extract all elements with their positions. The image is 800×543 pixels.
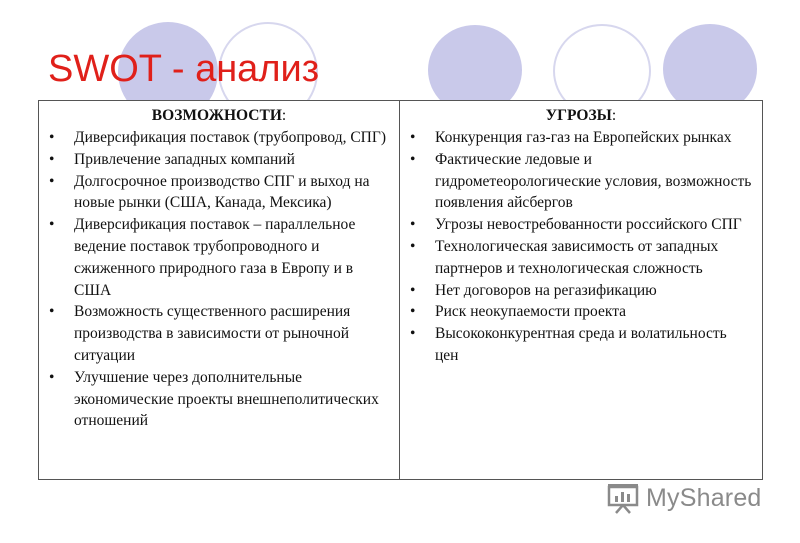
list-item: • Фактические ледовые и гидрометеорологические условия, возможность появления айсбергов bbox=[408, 149, 754, 214]
list-item: • Высококонкурентная среда и волатильность цен bbox=[408, 323, 754, 367]
threats-list bbox=[408, 127, 754, 367]
presentation-board-icon bbox=[606, 481, 640, 515]
slide-title: SWOT - анализ bbox=[48, 48, 320, 90]
swot-table bbox=[38, 100, 763, 480]
threats-heading: УГРОЗЫ: bbox=[545, 107, 617, 124]
threats-column bbox=[400, 101, 762, 479]
opportunities-heading: ВОЗМОЖНОСТИ: bbox=[151, 107, 287, 124]
opportunities-list bbox=[47, 127, 391, 432]
list-item: • Риск неокупаемости проекта bbox=[408, 301, 754, 323]
list-item: • Технологическая зависимость от западных партнеров и технологическая сложность bbox=[408, 236, 754, 280]
opportunities-column bbox=[39, 101, 400, 479]
list-item: • Диверсификация поставок (трубопровод, СПГ) bbox=[47, 127, 391, 149]
watermark-text: MyShared bbox=[646, 483, 762, 512]
list-item: • Конкуренция газ-газ на Европейских рынках bbox=[408, 127, 754, 149]
myshared-watermark bbox=[606, 480, 762, 516]
list-item: • Улучшение через дополнительные экономические проекты внешнеполитических отношений bbox=[47, 367, 391, 432]
list-item: • Нет договоров на регазификацию bbox=[408, 280, 754, 302]
list-item: • Диверсификация поставок – параллельное ведение поставок трубопроводного и сжиженного природного газа в Европу и в США bbox=[47, 214, 391, 301]
list-item: • Долгосрочное производство СПГ и выход на новые рынки (США, Канада, Мексика) bbox=[47, 171, 391, 215]
list-item: • Угрозы невостребованности российского СПГ bbox=[408, 214, 754, 236]
list-item: • Привлечение западных компаний bbox=[47, 149, 391, 171]
list-item: • Возможность существенного расширения производства в зависимости от рыночной ситуации bbox=[47, 301, 391, 366]
